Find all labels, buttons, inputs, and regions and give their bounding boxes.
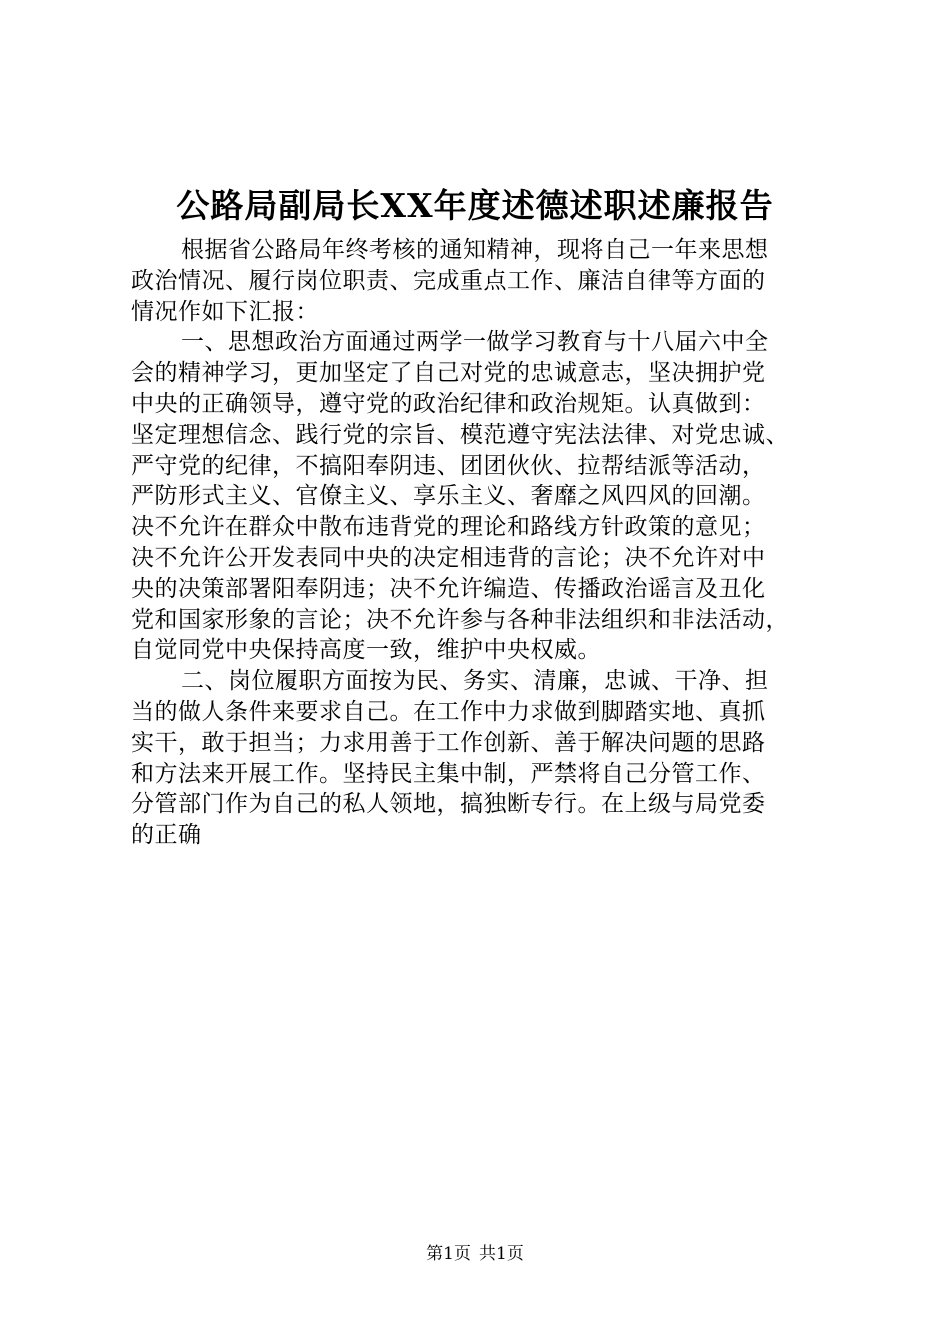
text-line: 会的精神学习，更加坚定了自己对党的忠诚意志，坚决拥护党	[131, 360, 766, 387]
text-line: 党和国家形象的言论；决不允许参与各种非法组织和非法活动，	[131, 606, 789, 633]
page-number: 第1页	[426, 1244, 471, 1264]
text-line: 的正确	[131, 822, 202, 849]
text-line: 中央的正确领导，遵守党的政治纪律和政治规矩。认真做到：	[131, 390, 766, 417]
text-line: 情况作如下汇报：	[131, 298, 319, 325]
text-line: 和方法来开展工作。坚持民主集中制，严禁将自己分管工作、	[131, 760, 766, 787]
text-line: 央的决策部署阳奉阴违；决不允许编造、传播政治谣言及丑化	[131, 575, 766, 602]
text-line: 决不允许在群众中散布违背党的理论和路线方针政策的意见；	[131, 514, 766, 541]
page-total: 共1页	[479, 1244, 524, 1264]
text-line: 坚定理想信念、践行党的宗旨、模范遵守宪法法律、对党忠诚、	[131, 421, 789, 448]
text-line: 政治情况、履行岗位职责、完成重点工作、廉洁自律等方面的	[131, 267, 766, 294]
document-body	[131, 235, 841, 851]
text-line: 自觉同党中央保持高度一致，维护中央权威。	[131, 637, 601, 664]
text-line: 当的做人条件来要求自己。在工作中力求做到脚踏实地、真抓	[131, 698, 766, 725]
text-line: 二、岗位履职方面按为民、务实、清廉，忠诚、干净、担	[181, 668, 769, 695]
page-footer	[0, 1242, 950, 1266]
text-line: 一、思想政治方面通过两学一做学习教育与十八届六中全	[181, 329, 769, 356]
text-line: 严守党的纪律，不搞阳奉阴违、团团伙伙、拉帮结派等活动，	[131, 452, 766, 479]
text-line: 决不允许公开发表同中央的决定相违背的言论；决不允许对中	[131, 544, 766, 571]
text-line: 严防形式主义、官僚主义、享乐主义、奢靡之风四风的回潮。	[131, 483, 766, 510]
text-line: 实干，敢于担当；力求用善于工作创新、善于解决问题的思路	[131, 729, 766, 756]
text-line: 根据省公路局年终考核的通知精神，现将自己一年来思想	[181, 237, 769, 263]
document-title: 公路局副局长XX年度述德述职述廉报告	[176, 186, 774, 225]
text-line: 分管部门作为自己的私人领地，搞独断专行。在上级与局党委	[131, 791, 766, 818]
